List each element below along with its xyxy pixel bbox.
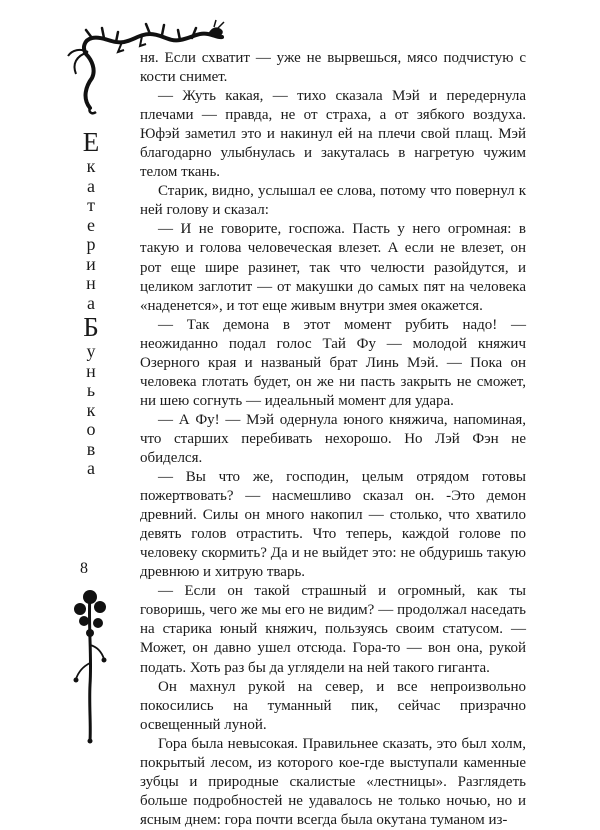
paragraph: Он махнул рукой на север, и все непроизвольно покосились на туманный пик, сейчас призрачно освещенный луной. [140,678,526,733]
author-letter: и [86,253,96,274]
author-letter: а [87,175,95,196]
paragraph: Гора была невысокая. Правильнее сказать, это был холм, покрытый лесом, из которого кое-где выступали каменные зубцы и природные скалистые «лестницы». Разглядеть больше подробностей не удавалось не только ночью, но и ясным днем: гора почти всегда была окутана туманом из- [140,735,526,828]
author-letter: н [86,360,96,381]
paragraph: — Вы что же, господин, целым отрядом готовы пожертвовать? — насмешливо сказал он. -Это демон древний. Силы он много накопил — столько, что хватило девять голов отрастить. Что теперь, каждой голове по человеку скормить? Да и не выйдет это: не обдуришь такую древнюю и хитрую тварь. [140,469,526,581]
paragraph: — Так демона в этот момент рубить надо! — неожиданно подал голос Тай Фу — молодой княжич Озерного края и названый брат Линь Мэй. — Пока он человека глотать будет, он же ни пасть закрыть не сможет, ни шею согнуть — идеальный момент для удара. [140,316,526,409]
paragraph: ня. Если схватит — уже не вырвешься, мясо подчистую с кости снимет. [140,50,526,86]
author-letter: к [86,399,96,420]
plum-branch-ornament-icon [60,585,120,745]
author-letter: у [86,341,96,361]
author-name-vertical [72,127,110,478]
body-text [140,49,526,830]
author-letter: т [87,195,95,215]
author-letter: е [87,214,95,235]
author-letter: о [86,419,96,439]
author-letter: к [86,156,96,176]
author-last-initial: Б [83,312,99,342]
author-letter: н [86,273,96,293]
paragraph: — А Фу! — Мэй одернула юного княжича, напоминая, что старших перебивать нехорошо. Но Лэй Фэн не обиделся. [140,411,526,466]
author-letter: р [86,234,96,254]
paragraph: — Жуть какая, — тихо сказала Мэй и передернула плечами — правда, не от страха, а от зябкого воздуха. Юфэй заметил это и накинул ей на плечи свой плащ. Мэй благодарно улыбнулась и закуталась в нагретую чужим телом ткань. [140,88,526,181]
author-first-initial: Е [82,127,100,157]
page-number: 8 [80,560,88,577]
author-letter: ь [86,380,96,400]
paragraph: Старик, видно, услышал ее слова, потому что повернул к ней голову и сказал: [140,183,526,219]
author-letter: в [86,438,96,459]
author-letter: а [87,458,95,478]
paragraph: — Если он такой страшный и огромный, как ты говоришь, чего же мы его не видим? — продолжал наседать на старика юный княжич, пользуясь своим статусом. — Может, он давно ушел отсюда. Гора-то — вон она, рукой подать. Хоть раз бы да углядели на ней такого гиганта. [140,583,526,676]
paragraph: — И не говорите, госпожа. Пасть у него огромная: в такую и голова человеческая влезет. А если не влезет, он рот еще шире разинет, так что челюсти разойдутся, и целиком заглотит — от макушки до самых пят на человека «наденется», и тот еще живым внутри змея окажется. [140,221,526,314]
author-letter: а [87,292,95,313]
